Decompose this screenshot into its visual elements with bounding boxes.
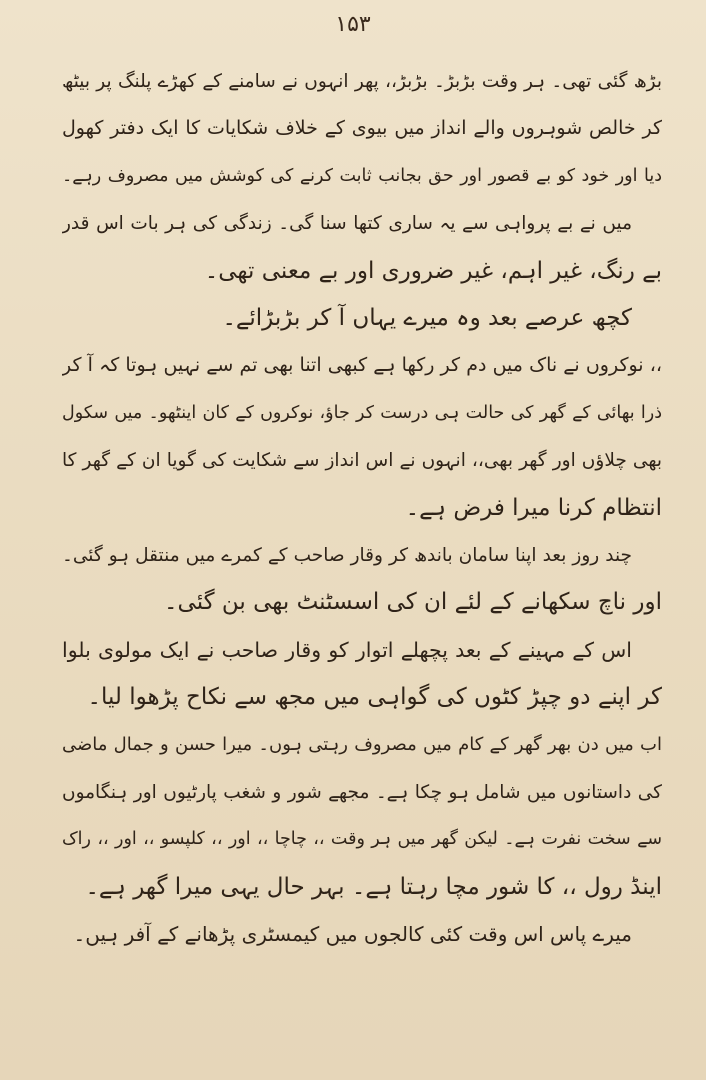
text-line: کی داستانوں میں شامل ہو چکا ہے۔ مجھے شور و شغب پارٹیوں اور ہنگاموں <box>62 781 662 803</box>
text-line: ،، نوکروں نے ناک میں دم کر رکھا ہے کبھی اتنا بھی تم سے نہیں ہوتا کہ آ کر <box>62 354 662 377</box>
text-line: بڑھ گئی تھی۔ ہر وقت بڑبڑ۔ بڑبڑ،، پھر انہوں نے سامنے کے کھڑے پلنگ پر بیٹھ <box>62 71 662 92</box>
text-line: بے رنگ، غیر اہم، غیر ضروری اور بے معنی تھی۔ <box>204 257 662 284</box>
text-line: میں نے بے پرواہی سے یہ ساری کتھا سنا گی۔ زندگی کی ہر بات اس قدر <box>62 213 632 235</box>
text-line: دیا اور خود کو بے قصور اور حق بجانب ثابت کرنے کی کوشش میں مصروف رہے۔ <box>62 165 662 186</box>
text-line: چند روز بعد اپنا سامان باندھ کر وقار صاحب کے کمرے میں منتقل ہو گئی۔ <box>62 544 632 566</box>
text-line: میرے پاس اس وقت کئی کالجوں میں کیمسٹری پڑھانے کے آفر ہیں۔ <box>73 922 632 947</box>
text-line: انتظام کرنا میرا فرض ہے۔ <box>405 494 662 521</box>
urdu-text-body <box>62 58 662 958</box>
text-line: اب میں دن بھر گھر کے کام میں مصروف رہتی ہوں۔ میرا حسن و جمال ماضی <box>62 734 662 756</box>
page-number: ۱۵۳ <box>335 12 371 37</box>
text-line: کر اپنے دو چپڑ کٹوں کی گواہی میں مجھ سے نکاح پڑھوا لیا۔ <box>87 684 662 711</box>
text-line: اور ناچ سکھانے کے لئے ان کی اسسٹنٹ بھی بن گئی۔ <box>164 589 662 616</box>
text-line: اس کے مہینے کے بعد پچھلے اتوار کو وقار صاحب نے ایک مولوی بلوا <box>62 637 632 662</box>
text-line: ذرا بھائی کے گھر کی حالت ہی درست کر جاؤ، نوکروں کے کان اینٹھو۔ میں سکول <box>62 402 662 423</box>
text-line: اینڈ رول ،، کا شور مچا رہتا ہے۔ بہر حال یہی میرا گھر ہے۔ <box>85 873 662 900</box>
text-line: سے سخت نفرت ہے۔ لیکن گھر میں ہر وقت ،، چاچا ،، اور ،، کلپسو ،، اور ،، راک <box>62 829 662 850</box>
text-line: کر خالص شوہروں والے انداز میں بیوی کے خلاف شکایات کا ایک دفتر کھول <box>62 117 662 140</box>
text-line: کچھ عرصے بعد وہ میرے یہاں آ کر بڑبڑائے۔ <box>222 304 632 331</box>
text-line: بھی چلاؤں اور گھر بھی،، انہوں نے اس انداز سے شکایت کی گویا ان کے گھر کا <box>62 450 662 472</box>
